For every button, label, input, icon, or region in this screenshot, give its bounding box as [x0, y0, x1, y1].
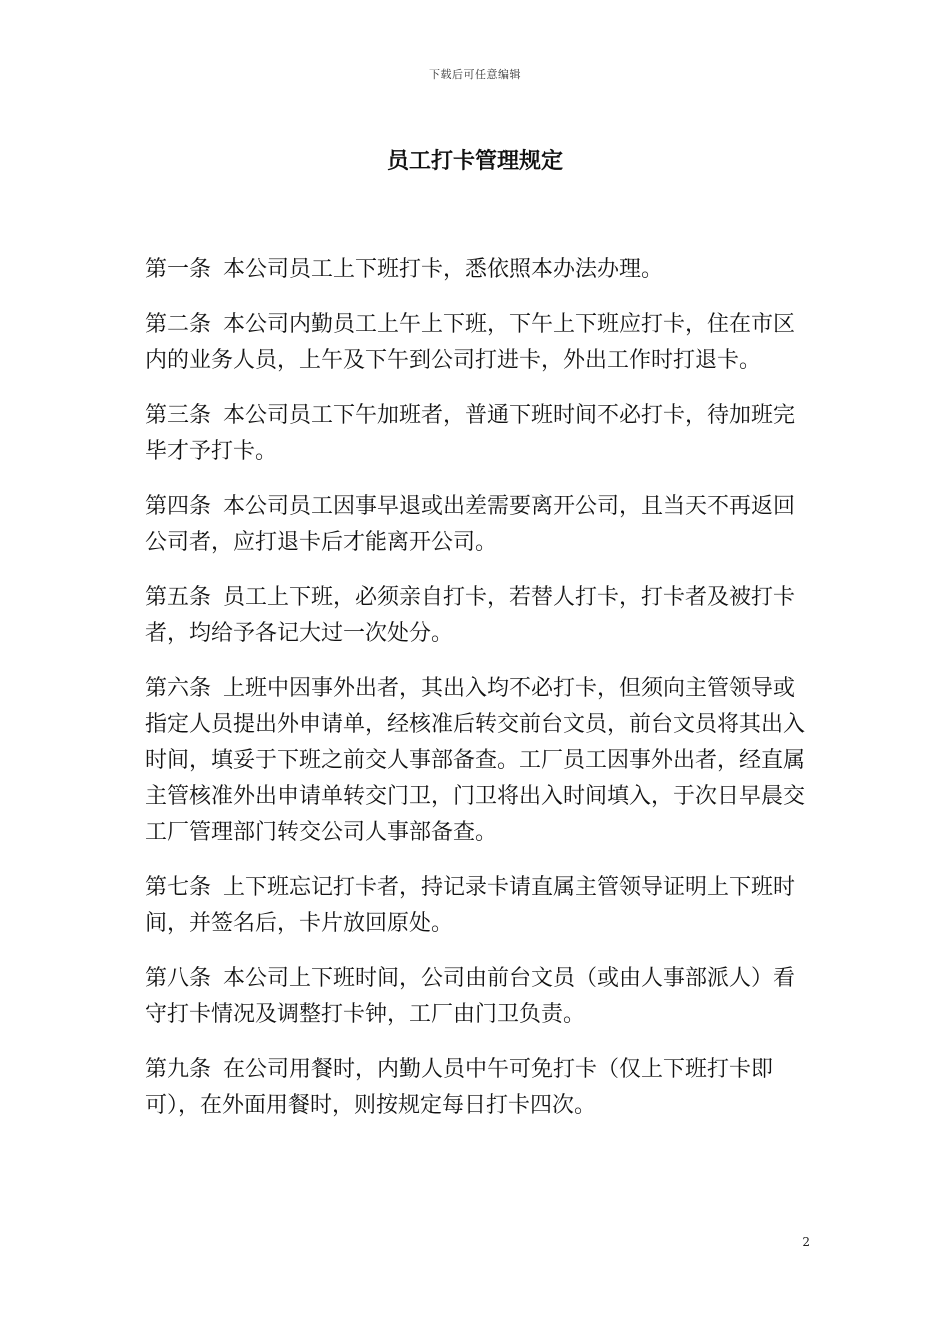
article-5: [145, 580, 807, 652]
article-6: [145, 671, 807, 851]
article-8: [145, 961, 807, 1033]
article-label: 第二条: [145, 312, 212, 337]
article-2: [145, 307, 807, 379]
article-label: 第三条: [145, 403, 212, 428]
article-1: [145, 252, 807, 288]
article-text: 本公司内勤员工上午上下班，下午上下班应打卡，住在市区内的业务人员，上午及下午到公司打进卡，外出工作时打退卡。: [145, 312, 796, 373]
article-text: 在公司用餐时，内勤人员中午可免打卡（仅上下班打卡即可），在外面用餐时，则按规定每日打卡四次。: [145, 1057, 774, 1118]
article-4: [145, 489, 807, 561]
articles-list: [145, 252, 807, 1143]
article-label: 第六条: [145, 676, 212, 701]
article-text: 本公司员工因事早退或出差需要离开公司，且当天不再返回公司者，应打退卡后才能离开公司。: [145, 494, 796, 555]
article-label: 第八条: [145, 966, 212, 991]
article-text: 上班中因事外出者，其出入均不必打卡，但须向主管领导或指定人员提出外申请单，经核准后转交前台文员，前台文员将其出入时间，填妥于下班之前交人事部备查。工厂员工因事外出者，经直属主管核准外出申请单转交门卫，门卫将出入时间填入，于次日早晨交工厂管理部门转交公司人事部备查。: [145, 676, 806, 845]
article-label: 第四条: [145, 494, 212, 519]
document-title: 员工打卡管理规定: [386, 149, 563, 174]
page-number: 2: [802, 1235, 810, 1249]
article-3: [145, 398, 807, 470]
article-text: 本公司上下班时间，公司由前台文员（或由人事部派人）看守打卡情况及调整打卡钟，工厂由门卫负责。: [145, 966, 796, 1027]
header-note: 下载后可任意编辑: [429, 68, 521, 81]
article-9: [145, 1052, 807, 1124]
article-label: 第九条: [145, 1057, 212, 1082]
article-text: 本公司员工下午加班者，普通下班时间不必打卡，待加班完毕才予打卡。: [145, 403, 796, 464]
article-text: 员工上下班，必须亲自打卡，若替人打卡，打卡者及被打卡者，均给予各记大过一次处分。: [145, 585, 796, 646]
article-7: [145, 870, 807, 942]
article-label: 第五条: [145, 585, 212, 610]
article-text: 本公司员工上下班打卡，悉依照本办法办理。: [223, 257, 664, 282]
article-text: 上下班忘记打卡者，持记录卡请直属主管领导证明上下班时间，并签名后，卡片放回原处。: [145, 875, 796, 936]
article-label: 第一条: [145, 257, 212, 282]
article-label: 第七条: [145, 875, 212, 900]
